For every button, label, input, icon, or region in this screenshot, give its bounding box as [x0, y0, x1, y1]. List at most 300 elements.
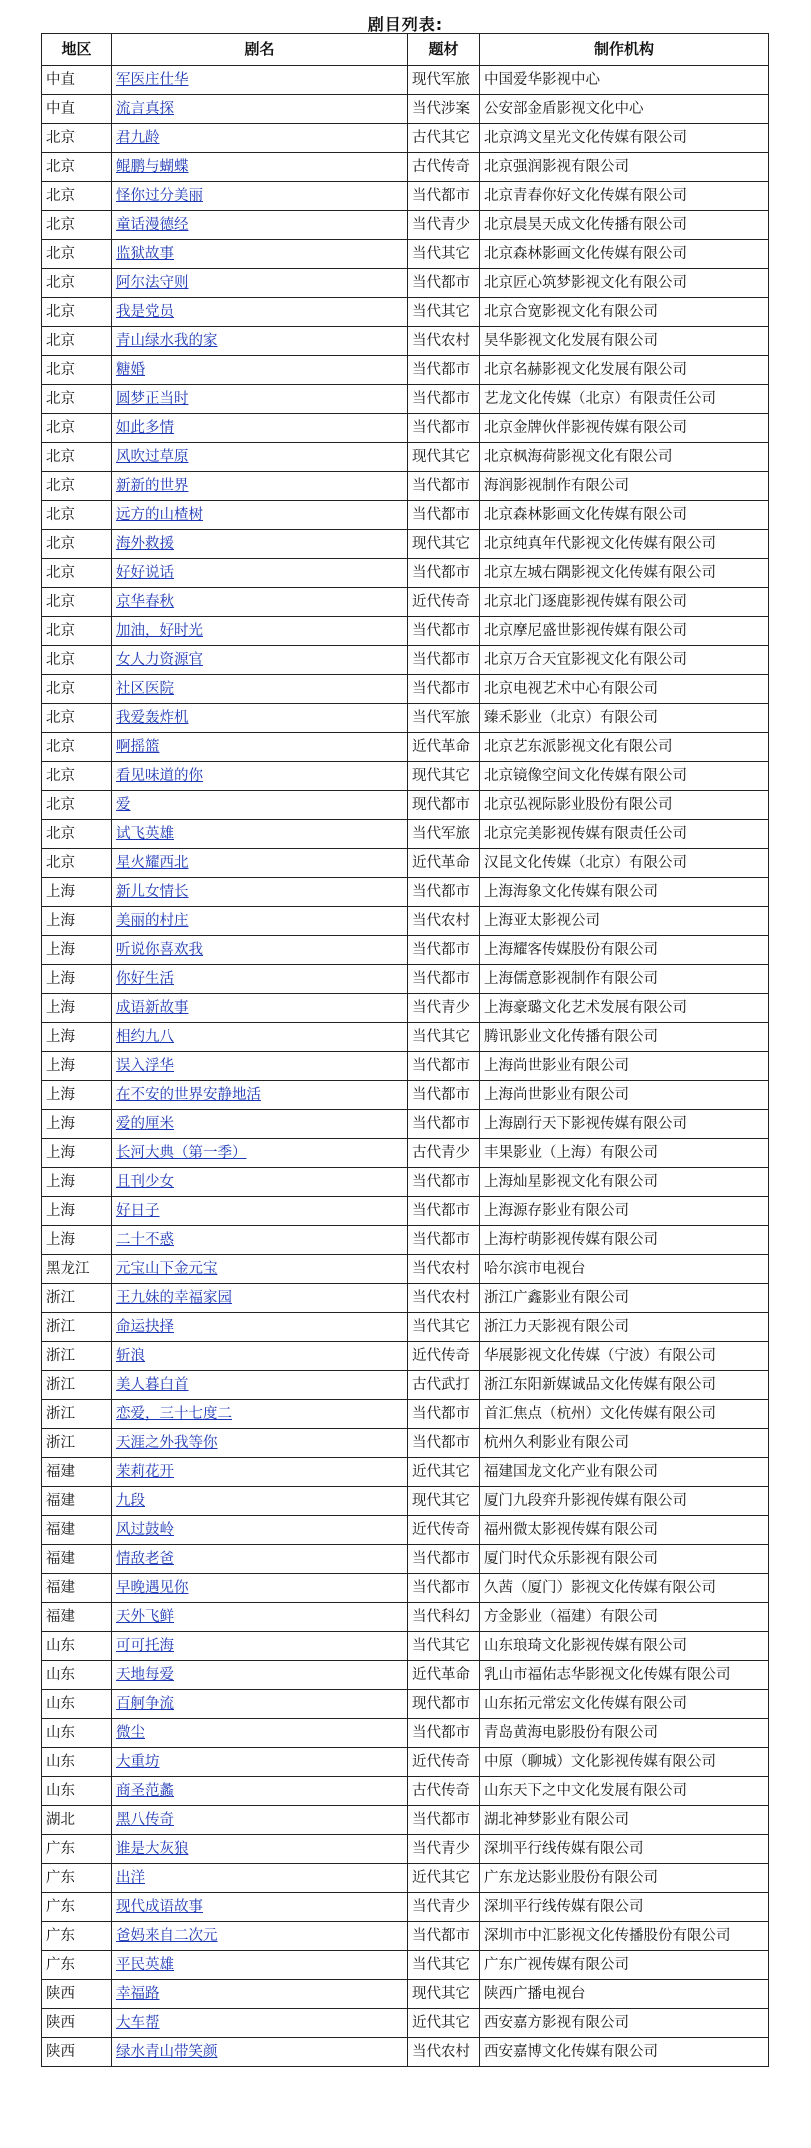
cell-region: 北京	[42, 733, 112, 762]
cell-region: 陕西	[42, 2009, 112, 2038]
drama-title-link[interactable]: 相约九八	[116, 1029, 174, 1045]
cell-region: 福建	[42, 1516, 112, 1545]
table-row	[42, 1632, 769, 1661]
cell-title	[112, 994, 408, 1023]
drama-title-link[interactable]: 天涯之外我等你	[116, 1435, 218, 1451]
cell-title	[112, 1023, 408, 1052]
drama-title-link[interactable]: 幸福路	[116, 1986, 160, 2002]
drama-title-link[interactable]: 王九妹的幸福家园	[116, 1290, 232, 1306]
cell-title	[112, 1545, 408, 1574]
cell-genre: 现代都市	[408, 1690, 480, 1719]
cell-genre: 近代其它	[408, 1864, 480, 1893]
cell-producer: 方金影业（福建）有限公司	[480, 1603, 769, 1632]
cell-producer: 海润影视制作有限公司	[480, 472, 769, 501]
drama-title-link[interactable]: 九段	[116, 1493, 145, 1509]
cell-genre: 当代都市	[408, 559, 480, 588]
cell-producer: 上海豪璐文化艺术发展有限公司	[480, 994, 769, 1023]
drama-title-link[interactable]: 美丽的村庄	[116, 913, 189, 929]
cell-region: 山东	[42, 1661, 112, 1690]
cell-genre: 当代都市	[408, 1806, 480, 1835]
cell-producer: 湖北神梦影业有限公司	[480, 1806, 769, 1835]
table-row	[42, 994, 769, 1023]
table-row	[42, 1516, 769, 1545]
cell-producer: 北京弘视际影业股份有限公司	[480, 791, 769, 820]
cell-region: 山东	[42, 1777, 112, 1806]
table-row	[42, 646, 769, 675]
cell-title	[112, 646, 408, 675]
drama-title-link[interactable]: 海外救援	[116, 536, 174, 552]
cell-producer: 北京左城右隅影视文化传媒有限公司	[480, 559, 769, 588]
cell-genre: 当代都市	[408, 1197, 480, 1226]
cell-title	[112, 182, 408, 211]
cell-region: 浙江	[42, 1371, 112, 1400]
table-row	[42, 66, 769, 95]
cell-region: 上海	[42, 1052, 112, 1081]
drama-title-link[interactable]: 阿尔法守则	[116, 275, 189, 291]
cell-title	[112, 675, 408, 704]
drama-title-link[interactable]: 黑八传奇	[116, 1812, 174, 1828]
cell-producer: 深圳平行线传媒有限公司	[480, 1893, 769, 1922]
cell-producer: 北京金牌伙伴影视传媒有限公司	[480, 414, 769, 443]
drama-title-link[interactable]: 出洋	[116, 1870, 145, 1886]
cell-producer: 北京强润影视有限公司	[480, 153, 769, 182]
cell-producer: 北京枫海荷影视文化有限公司	[480, 443, 769, 472]
drama-title-link[interactable]: 可可托海	[116, 1638, 174, 1654]
cell-title	[112, 588, 408, 617]
drama-title-link[interactable]: 鲲鹏与蝴蝶	[116, 159, 189, 175]
cell-producer: 福建国龙文化产业有限公司	[480, 1458, 769, 1487]
cell-producer: 北京鸿文星光文化传媒有限公司	[480, 124, 769, 153]
cell-genre: 当代科幻	[408, 1603, 480, 1632]
cell-genre: 当代都市	[408, 965, 480, 994]
cell-title	[112, 1980, 408, 2009]
cell-title	[112, 2009, 408, 2038]
table-row	[42, 1574, 769, 1603]
table-header-row	[42, 34, 769, 66]
cell-producer: 北京青春你好文化传媒有限公司	[480, 182, 769, 211]
cell-region: 浙江	[42, 1284, 112, 1313]
cell-title	[112, 298, 408, 327]
cell-title	[112, 1516, 408, 1545]
table-row	[42, 1777, 769, 1806]
table-row	[42, 269, 769, 298]
drama-title-link[interactable]: 平民英雄	[116, 1957, 174, 1973]
cell-title	[112, 1603, 408, 1632]
drama-title-link[interactable]: 百舸争流	[116, 1696, 174, 1712]
cell-region: 中直	[42, 66, 112, 95]
cell-title	[112, 443, 408, 472]
drama-title-link[interactable]: 且刊少女	[116, 1174, 174, 1190]
cell-region: 山东	[42, 1719, 112, 1748]
cell-genre: 当代农村	[408, 1284, 480, 1313]
cell-title	[112, 472, 408, 501]
cell-region: 北京	[42, 472, 112, 501]
header-producer: 制作机构	[480, 34, 769, 66]
cell-title	[112, 1342, 408, 1371]
cell-producer: 上海源存影业有限公司	[480, 1197, 769, 1226]
cell-title	[112, 1835, 408, 1864]
drama-title-link[interactable]: 社区医院	[116, 681, 174, 697]
cell-genre: 古代武打	[408, 1371, 480, 1400]
cell-producer: 臻禾影业（北京）有限公司	[480, 704, 769, 733]
drama-title-link[interactable]: 在不安的世界安静地活	[116, 1087, 261, 1103]
cell-region: 浙江	[42, 1400, 112, 1429]
cell-producer: 上海尚世影业有限公司	[480, 1052, 769, 1081]
cell-genre: 当代都市	[408, 617, 480, 646]
cell-producer: 北京完美影视传媒有限责任公司	[480, 820, 769, 849]
cell-region: 浙江	[42, 1342, 112, 1371]
cell-title	[112, 95, 408, 124]
cell-title	[112, 240, 408, 269]
cell-region: 北京	[42, 327, 112, 356]
drama-title-link[interactable]: 圆梦正当时	[116, 391, 189, 407]
drama-title-link[interactable]: 女人力资源官	[116, 652, 203, 668]
drama-title-link[interactable]: 加油，好时光	[116, 623, 203, 639]
cell-title	[112, 1893, 408, 1922]
cell-producer: 上海儒意影视制作有限公司	[480, 965, 769, 994]
cell-title	[112, 501, 408, 530]
cell-region: 浙江	[42, 1313, 112, 1342]
drama-title-link[interactable]: 远方的山楂树	[116, 507, 203, 523]
cell-region: 上海	[42, 907, 112, 936]
table-row	[42, 2038, 769, 2067]
cell-title	[112, 356, 408, 385]
cell-genre: 当代都市	[408, 1719, 480, 1748]
cell-producer: 首汇焦点（杭州）文化传媒有限公司	[480, 1400, 769, 1429]
cell-producer: 华展影视文化传媒（宁波）有限公司	[480, 1342, 769, 1371]
cell-genre: 当代农村	[408, 2038, 480, 2067]
drama-title-link[interactable]: 茉莉花开	[116, 1464, 174, 1480]
cell-title	[112, 1226, 408, 1255]
cell-producer: 久茜（厦门）影视文化传媒有限公司	[480, 1574, 769, 1603]
cell-title	[112, 1574, 408, 1603]
drama-title-link[interactable]: 成语新故事	[116, 1000, 189, 1016]
cell-region: 北京	[42, 530, 112, 559]
drama-title-link[interactable]: 爸妈来自二次元	[116, 1928, 218, 1944]
cell-region: 上海	[42, 994, 112, 1023]
cell-title	[112, 1284, 408, 1313]
table-row	[42, 936, 769, 965]
drama-title-link[interactable]: 京华春秋	[116, 594, 174, 610]
table-row	[42, 124, 769, 153]
cell-producer: 上海尚世影业有限公司	[480, 1081, 769, 1110]
drama-title-link[interactable]: 糖婚	[116, 362, 145, 378]
cell-genre: 当代其它	[408, 1313, 480, 1342]
table-row	[42, 878, 769, 907]
cell-genre: 当代都市	[408, 269, 480, 298]
cell-genre: 当代都市	[408, 1429, 480, 1458]
cell-genre: 当代都市	[408, 675, 480, 704]
cell-title	[112, 878, 408, 907]
drama-title-link[interactable]: 我爱轰炸机	[116, 710, 189, 726]
cell-genre: 现代其它	[408, 1487, 480, 1516]
table-row	[42, 1400, 769, 1429]
table-row	[42, 820, 769, 849]
drama-title-link[interactable]: 天地每爱	[116, 1667, 174, 1683]
cell-producer: 上海亚太影视公司	[480, 907, 769, 936]
cell-region: 广东	[42, 1951, 112, 1980]
cell-producer: 中原（聊城）文化影视传媒有限公司	[480, 1748, 769, 1777]
cell-region: 湖北	[42, 1806, 112, 1835]
drama-title-link[interactable]: 监狱故事	[116, 246, 174, 262]
drama-title-link[interactable]: 天外飞鲜	[116, 1609, 174, 1625]
table-row	[42, 1023, 769, 1052]
drama-title-link[interactable]: 啊摇篮	[116, 739, 160, 755]
cell-region: 中直	[42, 95, 112, 124]
cell-region: 北京	[42, 182, 112, 211]
cell-region: 上海	[42, 1168, 112, 1197]
cell-genre: 当代都市	[408, 472, 480, 501]
cell-producer: 上海柠萌影视传媒有限公司	[480, 1226, 769, 1255]
cell-region: 上海	[42, 1139, 112, 1168]
cell-genre: 当代都市	[408, 646, 480, 675]
cell-producer: 昊华影视文化发展有限公司	[480, 327, 769, 356]
drama-title-link[interactable]: 斩浪	[116, 1348, 145, 1364]
cell-title	[112, 617, 408, 646]
cell-title	[112, 965, 408, 994]
cell-genre: 现代其它	[408, 762, 480, 791]
cell-producer: 浙江东阳新媒诚品文化传媒有限公司	[480, 1371, 769, 1400]
table-row	[42, 1893, 769, 1922]
cell-title	[112, 1922, 408, 1951]
cell-producer: 北京名赫影视文化发展有限公司	[480, 356, 769, 385]
cell-genre: 当代都市	[408, 936, 480, 965]
table-row	[42, 211, 769, 240]
cell-producer: 北京电视艺术中心有限公司	[480, 675, 769, 704]
cell-title	[112, 1110, 408, 1139]
table-row	[42, 1980, 769, 2009]
cell-genre: 当代青少	[408, 994, 480, 1023]
table-row	[42, 1110, 769, 1139]
drama-title-link[interactable]: 试飞英雄	[116, 826, 174, 842]
cell-region: 北京	[42, 617, 112, 646]
cell-genre: 现代其它	[408, 1980, 480, 2009]
cell-title	[112, 1777, 408, 1806]
cell-producer: 山东琅琦文化影视传媒有限公司	[480, 1632, 769, 1661]
drama-title-link[interactable]: 爱	[116, 797, 131, 813]
drama-title-link[interactable]: 长河大典（第一季）	[116, 1145, 247, 1161]
cell-producer: 乳山市福佑志华影视文化传媒有限公司	[480, 1661, 769, 1690]
cell-producer: 上海耀客传媒股份有限公司	[480, 936, 769, 965]
cell-genre: 古代其它	[408, 124, 480, 153]
drama-title-link[interactable]: 元宝山下金元宝	[116, 1261, 218, 1277]
table-row	[42, 762, 769, 791]
cell-producer: 青岛黄海电影股份有限公司	[480, 1719, 769, 1748]
table-row	[42, 559, 769, 588]
cell-title	[112, 791, 408, 820]
cell-title	[112, 1487, 408, 1516]
table-row	[42, 588, 769, 617]
table-row	[42, 1835, 769, 1864]
cell-producer: 北京艺东派影视文化有限公司	[480, 733, 769, 762]
drama-title-link[interactable]: 新新的世界	[116, 478, 189, 494]
table-row	[42, 965, 769, 994]
drama-title-link[interactable]: 怪你过分美丽	[116, 188, 203, 204]
cell-producer: 北京森林影画文化传媒有限公司	[480, 501, 769, 530]
cell-genre: 当代其它	[408, 298, 480, 327]
drama-title-link[interactable]: 听说你喜欢我	[116, 942, 203, 958]
table-row	[42, 472, 769, 501]
cell-producer: 北京北门逐鹿影视传媒有限公司	[480, 588, 769, 617]
table-row	[42, 1690, 769, 1719]
table-row	[42, 704, 769, 733]
cell-title	[112, 1313, 408, 1342]
cell-producer: 山东拓元常宏文化传媒有限公司	[480, 1690, 769, 1719]
cell-genre: 近代其它	[408, 1458, 480, 1487]
table-row	[42, 675, 769, 704]
drama-title-link[interactable]: 我是党员	[116, 304, 174, 320]
cell-title	[112, 849, 408, 878]
drama-title-link[interactable]: 爱的厘米	[116, 1116, 174, 1132]
cell-region: 上海	[42, 1023, 112, 1052]
cell-producer: 北京晨昊天成文化传播有限公司	[480, 211, 769, 240]
cell-producer: 西安嘉博文化传媒有限公司	[480, 2038, 769, 2067]
cell-title	[112, 385, 408, 414]
table-row	[42, 1487, 769, 1516]
cell-producer: 深圳平行线传媒有限公司	[480, 1835, 769, 1864]
cell-title	[112, 1806, 408, 1835]
drama-title-link[interactable]: 风吹过草原	[116, 449, 189, 465]
cell-genre: 当代都市	[408, 1922, 480, 1951]
drama-title-link[interactable]: 恋爱，三十七度二	[116, 1406, 232, 1422]
drama-title-link[interactable]: 童话漫德经	[116, 217, 189, 233]
cell-genre: 古代青少	[408, 1139, 480, 1168]
drama-title-link[interactable]: 早晚遇见你	[116, 1580, 189, 1596]
cell-genre: 当代农村	[408, 327, 480, 356]
cell-title	[112, 907, 408, 936]
cell-producer: 福州微太影视传媒有限公司	[480, 1516, 769, 1545]
table-row	[42, 1226, 769, 1255]
cell-region: 上海	[42, 1226, 112, 1255]
table-row	[42, 1139, 769, 1168]
cell-region: 山东	[42, 1632, 112, 1661]
cell-region: 山东	[42, 1748, 112, 1777]
cell-region: 广东	[42, 1922, 112, 1951]
cell-genre: 当代涉案	[408, 95, 480, 124]
cell-title	[112, 1255, 408, 1284]
drama-title-link[interactable]: 你好生活	[116, 971, 174, 987]
drama-title-link[interactable]: 误入浮华	[116, 1058, 174, 1074]
cell-producer: 广东龙达影业股份有限公司	[480, 1864, 769, 1893]
drama-title-link[interactable]: 军医庄仕华	[116, 72, 189, 88]
drama-title-link[interactable]: 君九龄	[116, 130, 160, 146]
cell-genre: 现代都市	[408, 791, 480, 820]
drama-title-link[interactable]: 美人暮白首	[116, 1377, 189, 1393]
cell-title	[112, 153, 408, 182]
cell-title	[112, 1371, 408, 1400]
table-row	[42, 1922, 769, 1951]
drama-title-link[interactable]: 好日子	[116, 1203, 160, 1219]
cell-genre: 现代其它	[408, 530, 480, 559]
table-row	[42, 617, 769, 646]
drama-title-link[interactable]: 好好说话	[116, 565, 174, 581]
drama-title-link[interactable]: 大车帮	[116, 2015, 160, 2031]
cell-title	[112, 762, 408, 791]
drama-title-link[interactable]: 现代成语故事	[116, 1899, 203, 1915]
cell-region: 福建	[42, 1603, 112, 1632]
drama-title-link[interactable]: 风过鼓岭	[116, 1522, 174, 1538]
cell-title	[112, 2038, 408, 2067]
cell-region: 北京	[42, 211, 112, 240]
table-row	[42, 733, 769, 762]
cell-region: 北京	[42, 124, 112, 153]
cell-region: 陕西	[42, 1980, 112, 2009]
table-row	[42, 2009, 769, 2038]
drama-title-link[interactable]: 如此多情	[116, 420, 174, 436]
table-row	[42, 849, 769, 878]
cell-region: 福建	[42, 1545, 112, 1574]
cell-genre: 近代革命	[408, 1661, 480, 1690]
cell-region: 福建	[42, 1458, 112, 1487]
cell-title	[112, 1632, 408, 1661]
table-row	[42, 1313, 769, 1342]
drama-title-link[interactable]: 谁是大灰狼	[116, 1841, 189, 1857]
cell-genre: 古代传奇	[408, 1777, 480, 1806]
table-row	[42, 1806, 769, 1835]
cell-region: 陕西	[42, 2038, 112, 2067]
cell-region: 北京	[42, 153, 112, 182]
cell-region: 北京	[42, 385, 112, 414]
drama-title-link[interactable]: 情敌老爸	[116, 1551, 174, 1567]
cell-producer: 中国爱华影视中心	[480, 66, 769, 95]
drama-title-link[interactable]: 新儿女情长	[116, 884, 189, 900]
drama-title-link[interactable]: 微尘	[116, 1725, 145, 1741]
cell-title	[112, 704, 408, 733]
cell-producer: 浙江力天影视有限公司	[480, 1313, 769, 1342]
cell-genre: 当代都市	[408, 1545, 480, 1574]
table-row	[42, 240, 769, 269]
header-genre: 题材	[408, 34, 480, 66]
cell-region: 北京	[42, 269, 112, 298]
drama-title-link[interactable]: 绿水青山带笑颜	[116, 2044, 218, 2060]
cell-title	[112, 1748, 408, 1777]
cell-genre: 当代都市	[408, 385, 480, 414]
table-row	[42, 1197, 769, 1226]
table-row	[42, 1052, 769, 1081]
cell-genre: 当代军旅	[408, 704, 480, 733]
drama-title-link[interactable]: 流言真探	[116, 101, 174, 117]
cell-region: 北京	[42, 443, 112, 472]
cell-producer: 北京匠心筑梦影视文化有限公司	[480, 269, 769, 298]
table-row	[42, 1545, 769, 1574]
drama-title-link[interactable]: 看见味道的你	[116, 768, 203, 784]
table-row	[42, 501, 769, 530]
table-row	[42, 1081, 769, 1110]
drama-title-link[interactable]: 星火耀西北	[116, 855, 189, 871]
drama-title-link[interactable]: 青山绿水我的家	[116, 333, 218, 349]
cell-region: 广东	[42, 1893, 112, 1922]
cell-title	[112, 1864, 408, 1893]
drama-title-link[interactable]: 商圣范蠡	[116, 1783, 174, 1799]
cell-genre: 当代其它	[408, 1951, 480, 1980]
cell-region: 北京	[42, 791, 112, 820]
cell-genre: 当代农村	[408, 1255, 480, 1284]
table-row	[42, 385, 769, 414]
cell-genre: 当代都市	[408, 501, 480, 530]
table-row	[42, 1429, 769, 1458]
cell-title	[112, 1690, 408, 1719]
cell-title	[112, 1168, 408, 1197]
cell-genre: 近代革命	[408, 849, 480, 878]
cell-title	[112, 1139, 408, 1168]
cell-genre: 当代都市	[408, 1110, 480, 1139]
cell-producer: 陕西广播电视台	[480, 1980, 769, 2009]
drama-title-link[interactable]: 大重坊	[116, 1754, 160, 1770]
drama-title-link[interactable]: 二十不惑	[116, 1232, 174, 1248]
cell-region: 山东	[42, 1690, 112, 1719]
drama-title-link[interactable]: 命运抉择	[116, 1319, 174, 1335]
cell-region: 广东	[42, 1864, 112, 1893]
